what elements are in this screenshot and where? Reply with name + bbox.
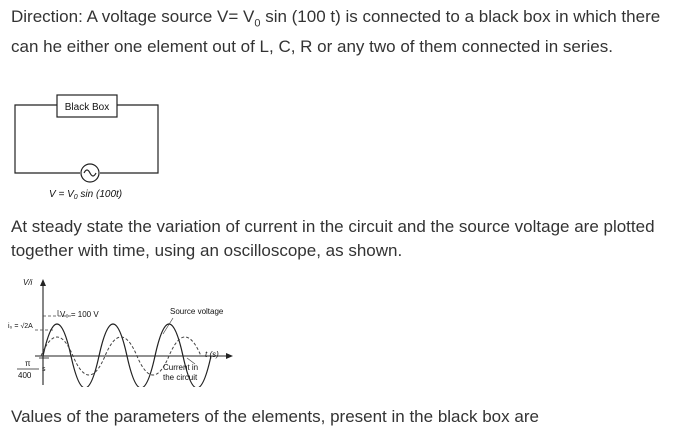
direction-text-post: sin (100 t) is connected to a black box in which there can he either one element out of L, C, R or any two of them connected in series. — [11, 7, 661, 57]
y-axis-arrow-icon — [40, 279, 46, 286]
black-box-label: Black Box — [64, 102, 110, 113]
time-axis-label: t (s) — [205, 350, 219, 359]
circuit-figure — [5, 93, 175, 203]
source-voltage-label: Source voltage — [170, 307, 224, 316]
direction-text — [11, 5, 683, 59]
phase-shift-numerator: π — [25, 359, 31, 368]
direction-text-subscript: 0 — [254, 17, 261, 30]
current-label-line1: Current in — [163, 363, 199, 372]
phase-shift-denominator: 400 — [18, 371, 32, 380]
direction-text-pre: Direction: A voltage source V= V — [11, 7, 255, 26]
final-question-text: Values of the parameters of the elements, present in the black box are — [11, 407, 539, 426]
v0-label: V₀ = 100 V — [60, 310, 99, 319]
source-equation: $V = V_0$ sin (100t) — [49, 189, 123, 201]
source-voltage-pointer — [163, 318, 173, 334]
time-axis-arrow-icon — [226, 353, 233, 359]
current-label-line2: the circuit — [163, 373, 198, 382]
phase-shift-unit: s — [42, 366, 46, 373]
oscilloscope-graph — [5, 272, 245, 387]
y-axis-label: V/i — [23, 278, 33, 287]
steady-state-text: At steady state the variation of current in the circuit and the source voltage are plotted together with time, using an oscilloscope, as shown. — [11, 217, 655, 260]
i0-label: i₀ = √2A — [8, 323, 33, 330]
